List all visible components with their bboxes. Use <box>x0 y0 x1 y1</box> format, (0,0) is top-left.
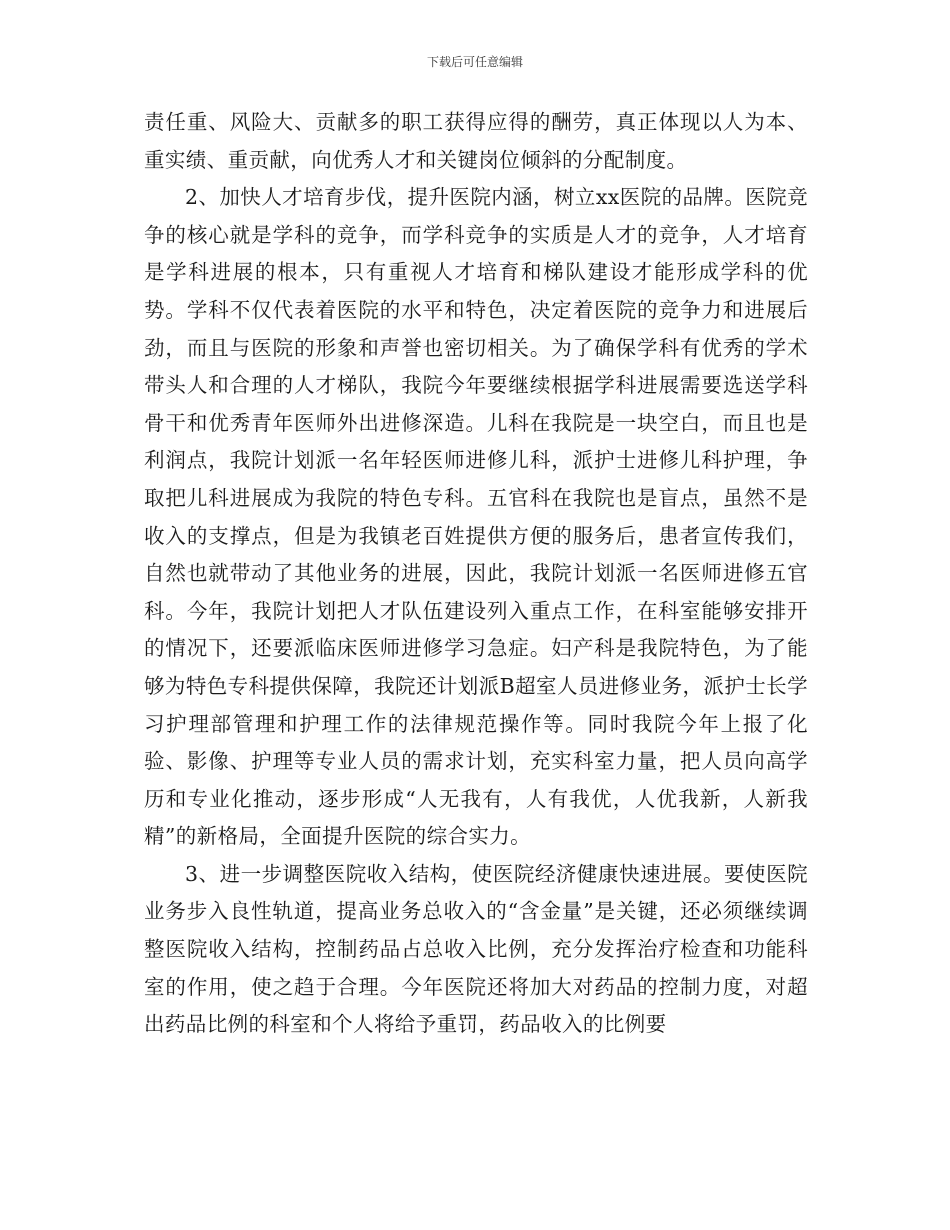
paragraph-2: 2、加快人才培育步伐，提升医院内涵，树立xx医院的品牌。医院竞争的核心就是学科的竞争，而学科竞争的实质是人才的竞争，人才培育是学科进展的根本，只有重视人才培育和梯队建设才能形成学科的优势。学科不仅代表着医院的水平和特色，决定着医院的竞争力和进展后劲，而且与医院的形象和声誉也密切相关。为了确保学科有优秀的学术带头人和合理的人才梯队，我院今年要继续根据学科进展需要选送学科骨干和优秀青年医师外出进修深造。儿科在我院是一块空白，而且也是利润点，我院计划派一名年轻医师进修儿科，派护士进修儿科护理，争取把儿科进展成为我院的特色专科。五官科在我院也是盲点，虽然不是收入的支撑点，但是为我镇老百姓提供方便的服务后，患者宣传我们，自然也就带动了其他业务的进展，因此，我院计划派一名医师进修五官科。今年，我院计划把人才队伍建设列入重点工作，在科室能够安排开的情况下，还要派临床医师进修学习急症。妇产科是我院特色，为了能够为特色专科提供保障，我院还计划派B超室人员进修业务，派护士长学习护理部管理和护理工作的法律规范操作等。同时我院今年上报了化验、影像、护理等专业人员的需求计划，充实科室力量，把人员向高学历和专业化推动，逐步形成“人无我有，人有我优，人优我新，人新我精”的新格局，全面提升医院的综合实力。 <box>144 185 808 849</box>
page-header: 下载后可任意编辑 <box>426 55 523 69</box>
paragraph-1: 责任重、风险大、贡献多的职工获得应得的酬劳，真正体现以人为本、重实绩、重贡献，向优秀人才和关键岗位倾斜的分配制度。 <box>144 110 808 172</box>
document-body <box>144 104 808 1044</box>
paragraph-3: 3、进一步调整医院收入结构，使医院经济健康快速进展。要使医院业务步入良性轨道，提高业务总收入的“含金量”是关键，还必须继续调整医院收入结构，控制药品占总收入比例，充分发挥治疗检查和功能科室的作用，使之趋于合理。今年医院还将加大对药品的控制力度，对超出药品比例的科室和个人将给予重罚，药品收入的比例要 <box>144 861 808 1037</box>
